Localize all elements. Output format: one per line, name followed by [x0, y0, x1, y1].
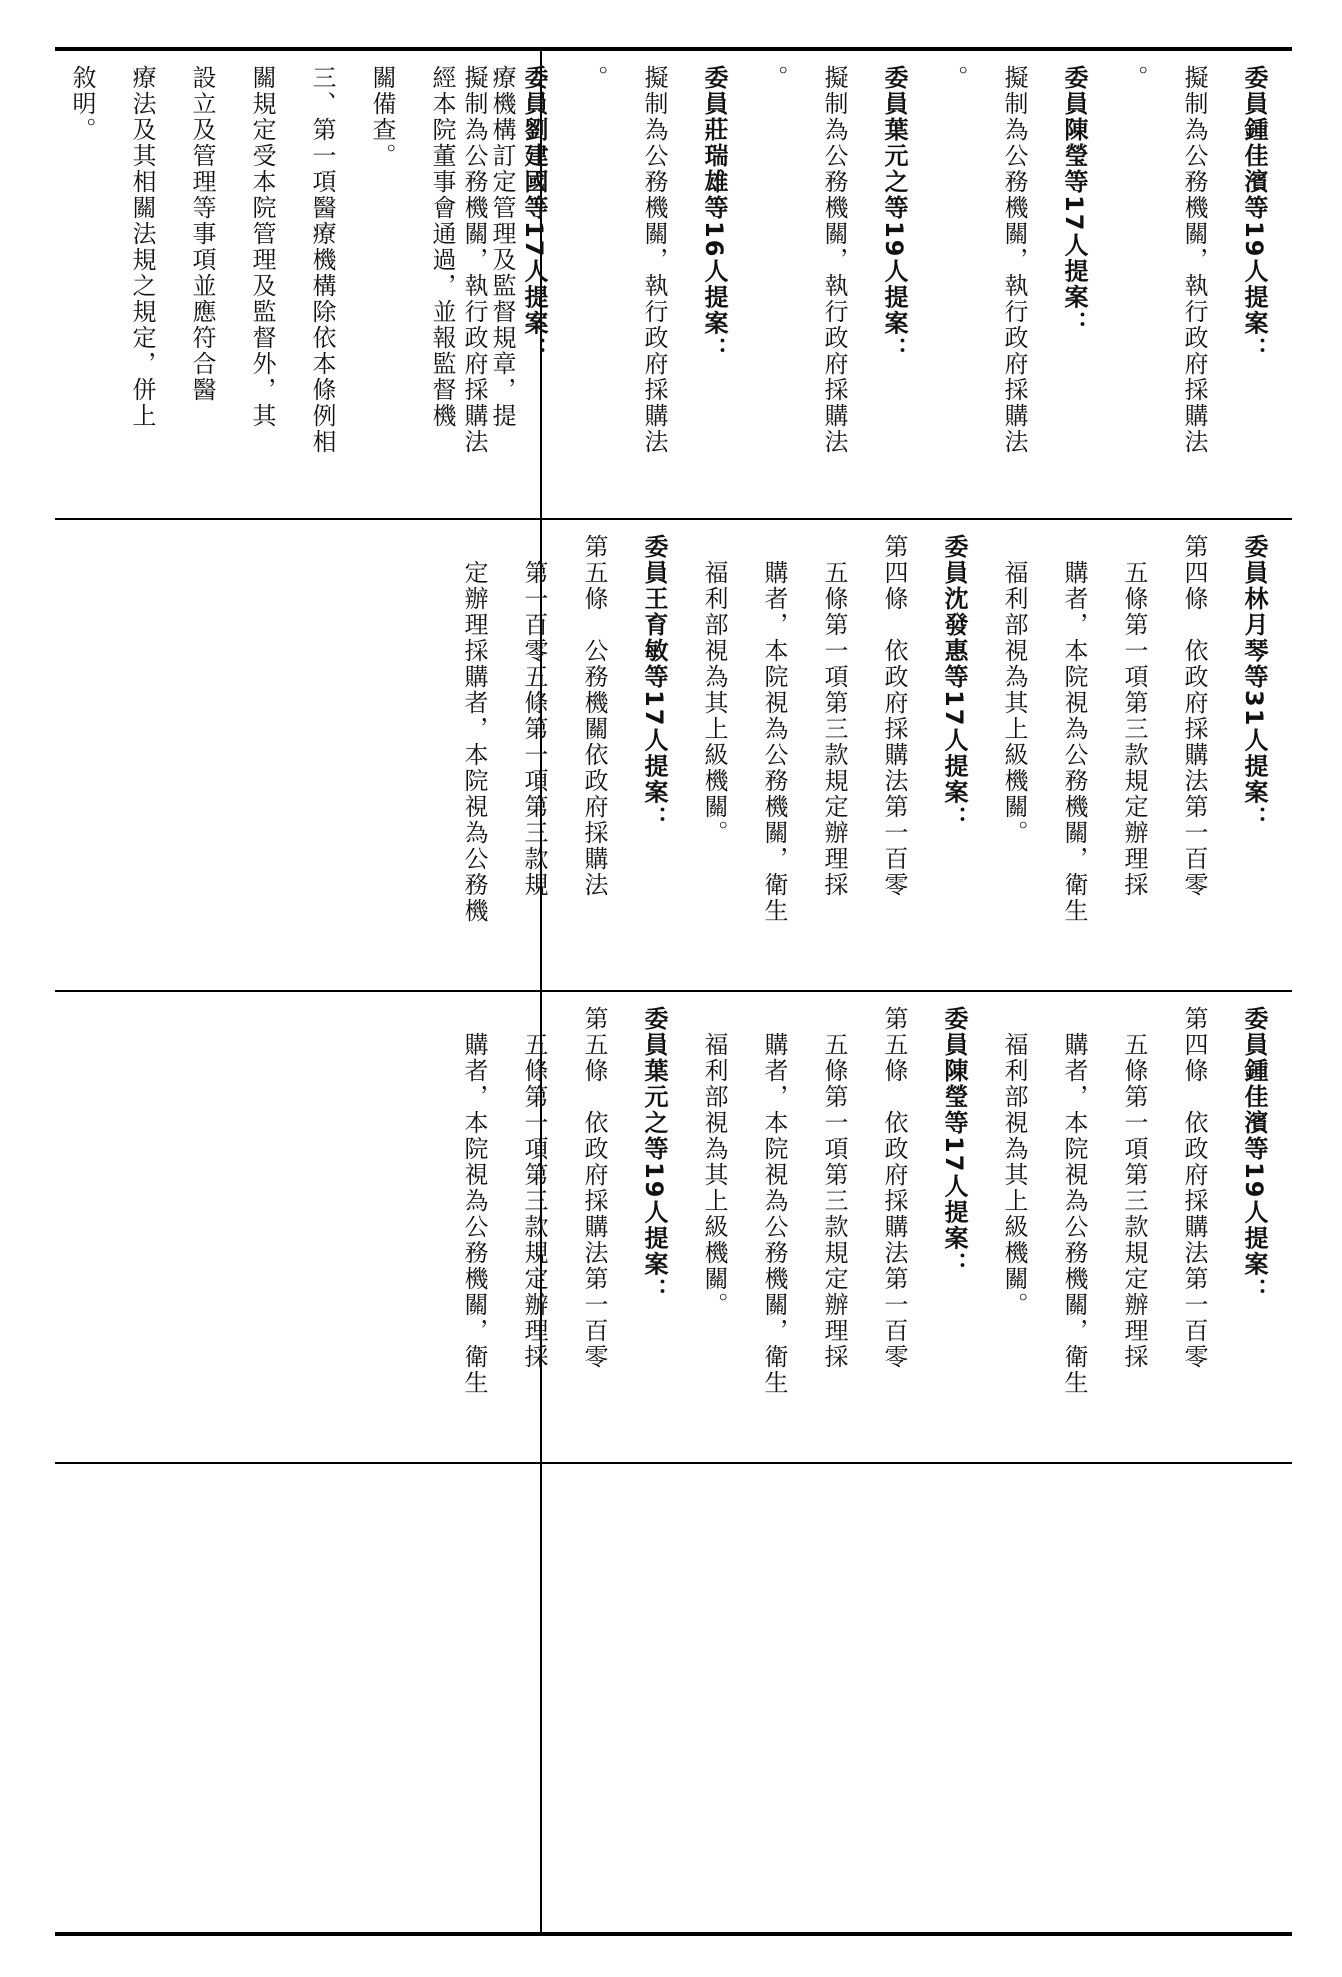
proposal-heading: 委員林月琴等31人提案： [1240, 534, 1268, 832]
proposal-heading: 委員鍾佳濱等19人提案： [1240, 1006, 1268, 1304]
row3-right-cell [460, 992, 1292, 1462]
text-line: 擬制為公務機關，執行政府採購法 [1180, 65, 1208, 455]
text-line: 福利部視為其上級機關。 [1000, 534, 1028, 846]
row3-right-text [444, 1006, 1284, 1456]
text-line: 第五條 依政府採購法第一百零 [880, 1006, 908, 1370]
proposal-heading: 委員陳瑩等17人提案： [1060, 65, 1088, 337]
text-line: 。 [760, 65, 788, 91]
text-line: 購者，本院視為公務機關，衛生 [760, 1006, 788, 1396]
proposal-heading: 委員葉元之等19人提案： [640, 1006, 668, 1304]
text-line: 療法及其相關法規之規定，併上 [128, 65, 156, 429]
proposal-heading: 委員沈發惠等17人提案： [940, 534, 968, 832]
text-line: 購者，本院視為公務機關，衛生 [1060, 534, 1088, 924]
text-line: 第四條 依政府採購法第一百零 [880, 534, 908, 898]
text-line: 五條第一項第三款規定辦理採 [820, 1006, 848, 1370]
row2-right-text [444, 534, 1284, 984]
text-line: 擬制為公務機關，執行政府採購法 [640, 65, 668, 455]
text-line: 五條第一項第三款規定辦理採 [520, 1006, 548, 1370]
text-line: 擬制為公務機關，執行政府採購法 [820, 65, 848, 455]
proposal-heading: 委員莊瑞雄等16人提案： [700, 65, 728, 363]
row1-right-text [444, 65, 1284, 510]
text-line: 關規定受本院管理及監督外，其 [248, 65, 276, 429]
text-line: 福利部視為其上級機關。 [1000, 1006, 1028, 1318]
text-line: 三、第一項醫療機構除依本條例相 [308, 65, 336, 455]
text-line: 五條第一項第三款規定辦理採 [820, 534, 848, 898]
text-line: 第五條 公務機關依政府採購法 [580, 534, 608, 898]
text-line: 五條第一項第三款規定辦理採 [1120, 1006, 1148, 1370]
text-line: 設立及管理等事項並應符合醫 [188, 65, 216, 403]
text-line: 經本院董事會通過，並報監督機 [428, 65, 456, 429]
text-line: 。 [580, 65, 608, 91]
text-line: 。 [940, 65, 968, 91]
proposal-heading: 委員劉建國等17人提案： [520, 65, 548, 363]
text-line: 第四條 依政府採購法第一百零 [1180, 1006, 1208, 1370]
text-line: 第四條 依政府採購法第一百零 [1180, 534, 1208, 898]
proposal-heading: 委員鍾佳濱等19人提案： [1240, 65, 1268, 363]
proposal-heading: 委員陳瑩等17人提案： [940, 1006, 968, 1278]
text-line: 擬制為公務機關，執行政府採購法 [460, 65, 488, 455]
text-line: 購者，本院視為公務機關，衛生 [460, 1006, 488, 1396]
text-line: 第五條 依政府採購法第一百零 [580, 1006, 608, 1370]
proposal-heading: 委員葉元之等19人提案： [880, 65, 908, 363]
row2-right-cell [460, 520, 1292, 990]
text-line: 關備查。 [368, 65, 396, 169]
text-line: 敘明。 [68, 65, 96, 143]
text-line: 五條第一項第三款規定辦理採 [1120, 534, 1148, 898]
text-line: 療機構訂定管理及監督規章，提 [488, 65, 516, 429]
text-line: 購者，本院視為公務機關，衛生 [760, 534, 788, 924]
text-line: 定辦理採購者，本院視為公務機 [460, 534, 488, 924]
proposal-heading: 委員王育敏等17人提案： [640, 534, 668, 832]
text-line: 福利部視為其上級機關。 [700, 534, 728, 846]
table-bottom-border [55, 1932, 1292, 1936]
text-line: 。 [1120, 65, 1148, 91]
text-line: 福利部視為其上級機關。 [700, 1006, 728, 1318]
text-line: 第一百零五條第一項第三款規 [520, 534, 548, 898]
row-divider-3 [55, 1462, 1292, 1464]
text-line: 擬制為公務機關，執行政府採購法 [1000, 65, 1028, 455]
text-line: 購者，本院視為公務機關，衛生 [1060, 1006, 1088, 1396]
